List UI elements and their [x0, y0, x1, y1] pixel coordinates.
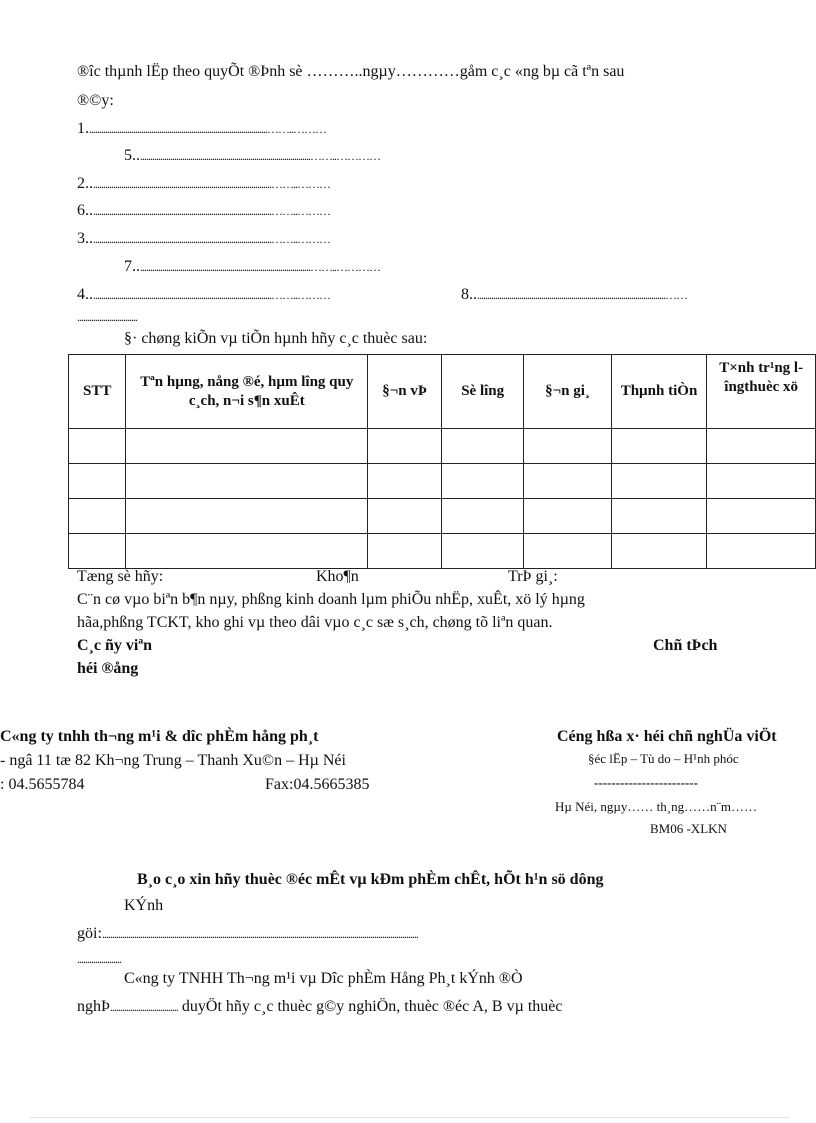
members-tail-dots: ..............................	[77, 310, 137, 324]
table-cell	[707, 464, 816, 499]
table-cell	[524, 464, 611, 499]
table-cell	[126, 534, 368, 569]
value-label: TrÞ gi¸:	[508, 568, 558, 585]
table-cell	[611, 464, 707, 499]
signature-members-line2: héi ®ång	[77, 660, 139, 677]
table-cell	[368, 534, 442, 569]
company-name: C«ng ty tnhh th¬ng m¹i & dîc phÈm hång ph¸t	[0, 728, 319, 745]
member-line	[461, 286, 687, 304]
note-line-1: C¨n cø vµo biªn b¶n nµy, phßng kinh doanh lµm phiÕu nhËp, xuÊt, xö lý hµng	[77, 591, 585, 608]
table-cell	[442, 464, 524, 499]
member-dots: .........................................................................................……..………	[93, 232, 330, 246]
send-to-label: göi:	[77, 925, 102, 942]
member-line	[77, 120, 326, 138]
table-cell	[126, 429, 368, 464]
company-address: - ngâ 11 tæ 82 Kh¬ng Trung – Thanh Xu©n – Hµ Néi	[0, 752, 346, 769]
table-cell	[611, 534, 707, 569]
report-title: B¸o c¸o xin hñy thuèc ®éc mÊt vµ kÐm phÈm chÊt, hÕt h¹n sö dông	[137, 871, 604, 888]
member-number: 3..	[77, 230, 93, 247]
table-cell	[368, 499, 442, 534]
proposal-label: nghÞ	[77, 998, 110, 1015]
send-to-line	[77, 925, 418, 943]
table-row	[69, 429, 816, 464]
member-number: 7..	[124, 258, 140, 275]
member-line	[124, 147, 380, 165]
table-cell	[69, 499, 126, 534]
form-code: BM06 -XLKN	[650, 821, 727, 836]
page-bottom-divider	[30, 1117, 790, 1118]
table-cell	[368, 429, 442, 464]
table-cell	[442, 429, 524, 464]
table-cell	[442, 534, 524, 569]
member-dots: .....................................................................................……..…………	[140, 260, 380, 274]
proposal-dots: ..................................	[109, 1000, 178, 1014]
table-row	[69, 534, 816, 569]
member-dots: .........................................................................................……..………	[93, 177, 330, 191]
member-number: 8..	[461, 286, 477, 303]
table-cell	[442, 499, 524, 534]
header-unit-price: §¬n gi¸	[524, 355, 611, 429]
table-cell	[524, 429, 611, 464]
table-cell	[69, 464, 126, 499]
member-line	[77, 286, 330, 304]
table-cell	[707, 534, 816, 569]
proposal-line-2	[77, 998, 562, 1016]
signature-chairman: Chñ tÞch	[653, 637, 718, 654]
signature-members-line1: C¸c ñy viªn	[77, 637, 153, 654]
member-line	[77, 230, 330, 248]
table-row	[69, 464, 816, 499]
company-phone: : 04.5655784	[0, 776, 85, 793]
proposal-line: C«ng ty TNHH Th¬ng m¹i vµ Dîc phÈm Hång Ph¸t kÝnh ®Ò	[124, 970, 523, 987]
table-cell	[707, 499, 816, 534]
decision-line-end: ®©y:	[77, 92, 114, 109]
member-dots: .........................................................................................……..………	[89, 122, 326, 136]
drug-table	[68, 354, 816, 569]
member-dots: ..............................................................................................……	[477, 288, 687, 302]
header-condition: T×nh tr¹ng lîngthuèc xö	[707, 355, 816, 429]
member-dots: .........................................................................................……..………	[93, 204, 330, 218]
header-stt: STT	[69, 355, 126, 429]
table-cell	[707, 429, 816, 464]
member-number: 2..	[77, 175, 93, 192]
send-to-dots: ..............................................................................................................................................................	[101, 927, 418, 941]
table-cell	[524, 499, 611, 534]
table-cell	[611, 429, 707, 464]
table-cell	[126, 499, 368, 534]
member-line	[124, 258, 380, 276]
table-cell	[126, 464, 368, 499]
company-fax: Fax:04.5665385	[265, 776, 370, 793]
table-cell	[524, 534, 611, 569]
table-row	[69, 499, 816, 534]
note-line-2: hãa,phßng TCKT, kho ghi vµ theo dâi vµo c¸c sæ s¸ch, chøng tõ liªn quan.	[77, 614, 553, 631]
republic-rule: ------------------------	[594, 775, 698, 790]
header-amount: Thµnh tiÒn	[611, 355, 707, 429]
republic-title: Céng hßa x· héi chñ nghÜa viÖt	[557, 728, 777, 745]
member-number: 1.	[77, 120, 89, 137]
table-cell	[368, 464, 442, 499]
table-cell	[611, 499, 707, 534]
proposal-rest: duyÖt hñy c¸c thuèc g©y nghiÖn, thuèc ®éc A, B vµ thuèc	[177, 998, 563, 1015]
respect-label: KÝnh	[124, 897, 164, 914]
member-number: 5..	[124, 147, 140, 164]
member-number: 4..	[77, 286, 93, 303]
member-line	[77, 202, 330, 220]
table-cell	[69, 429, 126, 464]
table-header-row	[69, 355, 816, 429]
table-cell	[69, 534, 126, 569]
inspection-intro: §· chøng kiÕn vµ tiÕn hµnh hñy c¸c thuèc sau:	[124, 330, 428, 347]
send-to-tail-dots: ......................	[77, 952, 121, 966]
header-product-name: Tªn hµng, nång ®é, hµm lîng quy c¸ch, n¬i s¶n xuÊt	[126, 355, 368, 429]
member-line	[77, 175, 330, 193]
member-number: 6..	[77, 202, 93, 219]
republic-motto: §éc lËp – Tù do – H¹nh phóc	[588, 751, 739, 766]
header-quantity: Sè lîng	[442, 355, 524, 429]
storage-label: Kho¶n	[316, 568, 359, 585]
report-date: Hµ Néi, ngµy…… th¸ng……n¨m……	[555, 799, 758, 814]
decision-line: ®îc thµnh lËp theo quyÕt ®Þnh sè ………..ngµy…………gåm c¸c «ng bµ cã tªn sau	[77, 63, 625, 80]
member-dots: .........................................................................................……..………	[93, 288, 330, 302]
header-unit: §¬n vÞ	[368, 355, 442, 429]
total-label: Tæng sè hñy:	[77, 568, 164, 585]
member-dots: .....................................................................................……..…………	[140, 149, 380, 163]
